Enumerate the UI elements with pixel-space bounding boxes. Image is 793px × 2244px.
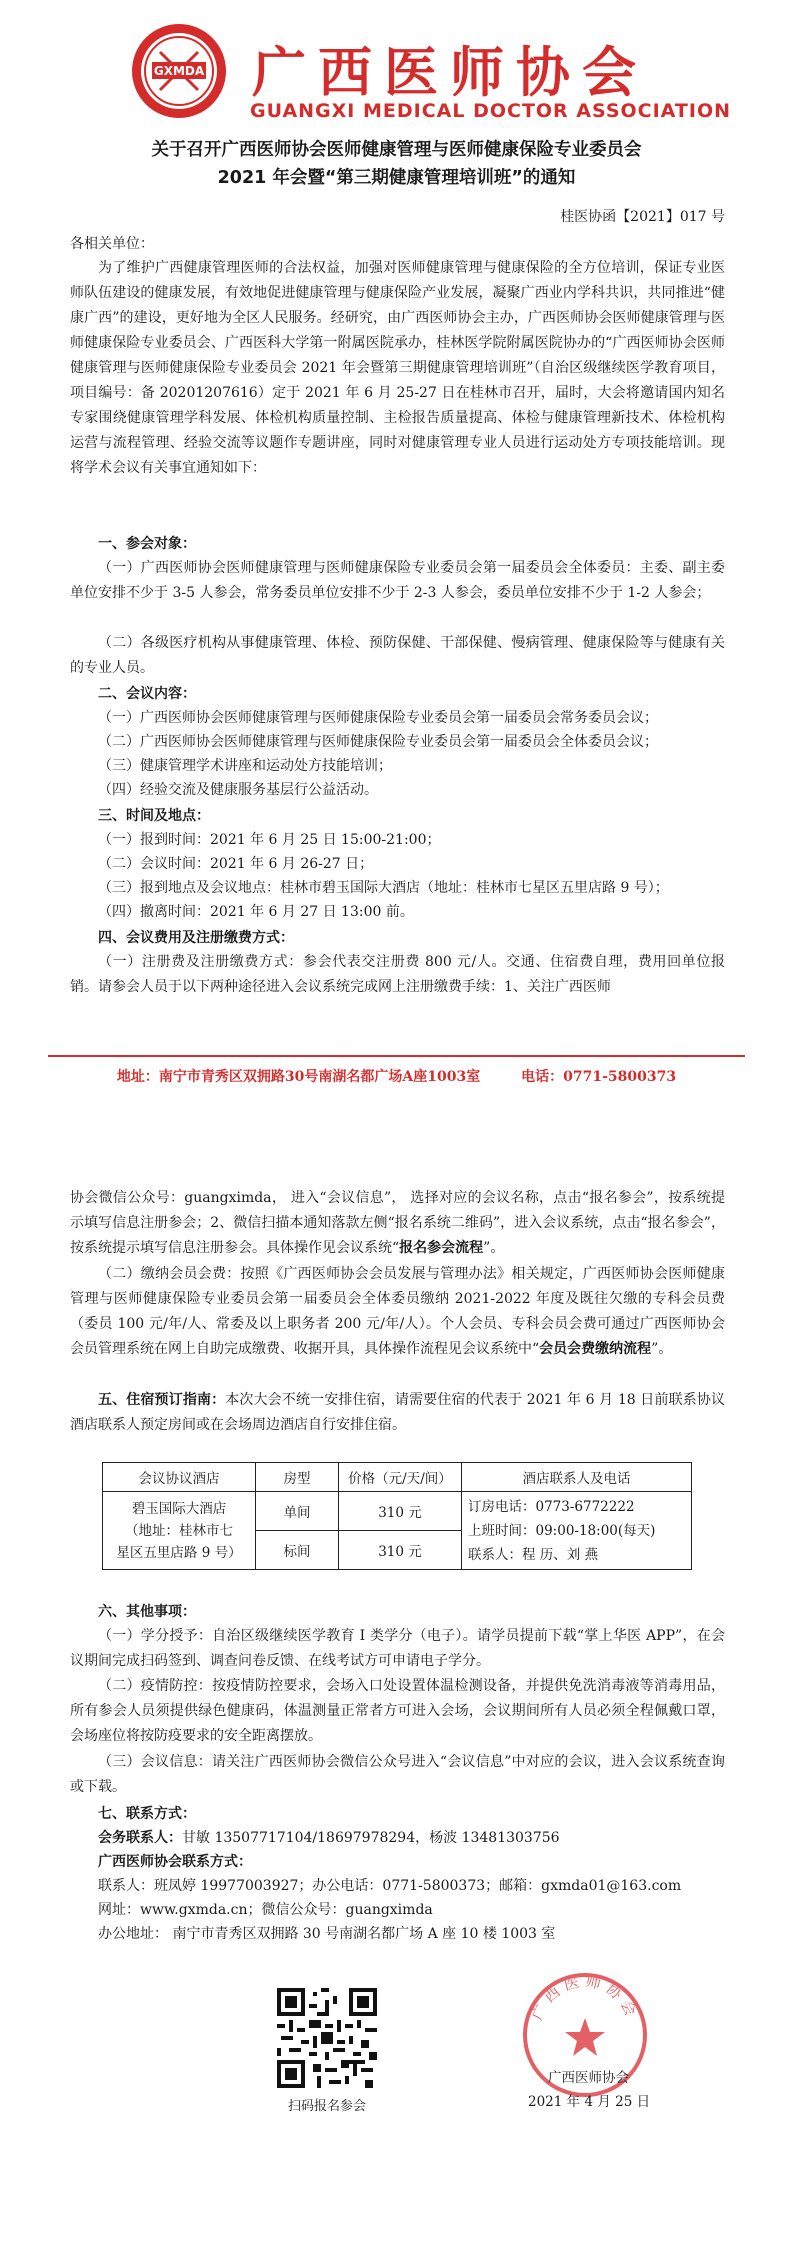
qr-caption: 扫码报名参会 (287, 2099, 366, 2114)
section-1-heading: 一、参会对象： (98, 536, 196, 552)
section-5-paragraph: 五、住宿预订指南：本次大会不统一安排住宿，请需要住宿的代表于 2021 年 6 月 18 日前联系协议酒店联系人预定房间或在会场周边酒店自行安排住宿。 (70, 1392, 725, 1433)
section-4-paragraph-1-continued: 协会微信公众号：guangximda， 进入“会议信息”， 选择对应的会议名称，点击“报名参会”，按系统提示填写信息注册参会；2、微信扫描本通知落款左侧“报名系统二维码”，进入会议系统，点击“报名参会”，按系统提示填写信息注册参会。具体操作见会议系统“报名参会流程”。 (70, 1190, 725, 1256)
section-2-item-1: （一）广西医师协会医师健康管理与医师健康保险专业委员会第一届委员会常务委员会议； (98, 710, 658, 726)
section-6-paragraph-1: （一）学分授予：自治区级继续医学教育 I 类学分（电子）。请学员提前下载“掌上华医 APP”，在会议期间完成扫码签到、调查问卷反馈、在线考试方可申请电子学分。 (70, 1628, 725, 1669)
footer-divider (48, 1055, 745, 1057)
notice-title-line-2: 2021 年会暨“第三期健康管理培训班”的通知 (217, 168, 576, 188)
footer-address: 地址：南宁市青秀区双拥路30号南湖名都广场A座1003室 (116, 1069, 481, 1085)
table-header-cell: 酒店联系人及电话 (462, 1463, 692, 1492)
letterhead (130, 22, 731, 122)
section-6-paragraph-3: （三）会议信息：请关注广西医师协会微信公众号进入“会议信息”中对应的会议，进入会议系统查询或下载。 (70, 1754, 725, 1795)
section-3-item-4: （四）撤离时间：2021 年 6 月 27 日 13:00 前。 (98, 904, 414, 920)
table-header-cell: 房型 (256, 1463, 339, 1492)
section-4-heading: 四、会议费用及注册缴费方式： (98, 930, 294, 946)
affairs-contact: 会务联系人：甘敏 13507717104/18697978294，杨波 13481303756 (98, 1830, 560, 1846)
website-info: 网址：www.gxmda.cn；微信公众号：guangximda (98, 1902, 433, 1918)
table-header-cell: 会议协议酒店 (103, 1463, 256, 1492)
registration-flow-label: 报名参会流程 (399, 1240, 484, 1256)
table-row (103, 1492, 692, 1531)
section-2-item-2: （二）广西医师协会医师健康管理与医师健康保险专业委员会第一届委员会全体委员会议； (98, 734, 658, 750)
room-type-cell: 单间 (256, 1492, 339, 1531)
logo-text: GXMDA (153, 64, 205, 78)
svg-text:广西医师协会: 广西医师协会 (528, 1971, 642, 2024)
section-3-item-1: （一）报到时间：2021 年 6 月 25 日 15:00-21:00； (98, 832, 441, 848)
notice-title-line-1: 关于召开广西医师协会医师健康管理与医师健康保险专业委员会 (151, 140, 642, 160)
fee-payment-flow-label: 会员会费缴纳流程 (539, 1341, 652, 1357)
section-2-item-3: （三）健康管理学术讲座和运动处方技能培训； (98, 758, 392, 774)
document-number: 桂医协函【2021】017 号 (560, 209, 725, 225)
section-1-paragraph-2: （二）各级医疗机构从事健康管理、体检、预防保健、干部保健、慢病管理、健康保险等与健康有关的专业人员。 (70, 635, 725, 676)
brand-name-en: GUANGXI MEDICAL DOCTOR ASSOCIATION (250, 100, 731, 122)
office-address: 办公地址： 南宁市青秀区双拥路 30 号南湖名都广场 A 座 10 楼 1003 室 (98, 1926, 556, 1942)
section-2-heading: 二、会议内容： (98, 686, 196, 702)
section-2-item-4: （四）经验交流及健康服务基层行公益活动。 (98, 782, 378, 798)
hotel-name-cell: 碧玉国际大酒店 （地址：桂林市七 星区五里店路 9 号） (103, 1492, 256, 1570)
room-type-cell: 标间 (256, 1531, 339, 1570)
section-1-paragraph-1: （一）广西医师协会医师健康管理与医师健康保险专业委员会第一届委员会全体委员：主委、副主委单位安排不少于 3-5 人参会，常务委员单位安排不少于 2-3 人参会，委员单位安排不少于 1-2 人参会； (70, 560, 725, 601)
footer-phone: 电话：0771-5800373 (521, 1069, 677, 1085)
section-7-heading: 七、联系方式： (98, 1806, 196, 1822)
association-contact: 联系人：班凤婷 19977003927；办公电话：0771-5800373；邮箱：gxmda01@163.com (98, 1878, 682, 1894)
letterhead-footer (48, 1066, 745, 1086)
hotel-table (102, 1462, 692, 1570)
association-contact-heading: 广西医师协会联系方式： (98, 1854, 252, 1870)
section-5-heading: 五、住宿预订指南： (98, 1392, 226, 1408)
section-3-item-3: （三）报到地点及会议地点：桂林市碧玉国际大酒店（地址：桂林市七星区五里店路 9 号）； (98, 880, 669, 896)
signature-organization: 广西医师协会 (548, 2070, 629, 2086)
salutation: 各相关单位： (70, 236, 154, 252)
intro-paragraph: 为了维护广西健康管理医师的合法权益，加强对医师健康管理与健康保险的全方位培训，保证专业医师队伍建设的健康发展，有效地促进健康管理与健康保险产业发展，凝聚广西业内学科共识，共同推进“健康广西”的建设，更好地为全区人民服务。经研究，由广西医师协会主办，广西医师协会医师健康管理与医师健康保险专业委员会、广西医科大学第一附属医院承办，桂林医学院附属医院协办的“广西医师协会医师健康管理与医师健康保险专业委员会 2021 年会暨第三期健康管理培训班”（自治区级继续医学教育项目，项目编号：备 20201207616）定于 2021 年 6 月 25-27 日在桂林市召开，届时，大会将邀请国内知名专家围绕健康管理学科发展、体检机构质量控制、主检报告质量提高、体检与健康管理新技术、体检机构运营与流程管理、经验交流等议题作专题讲座，同时对健康管理专业人员进行运动处方专项技能培训。现将学术会议有关事宜通知如下： (70, 260, 725, 476)
signature-date: 2021 年 4 月 25 日 (528, 2094, 651, 2110)
table-header-row (103, 1463, 692, 1492)
hotel-contact-cell: 订房电话：0773-6772222 上班时间：09:00-18:00(每天) 联系人：程 历、刘 燕 (462, 1492, 692, 1570)
section-6-paragraph-2: （二）疫情防控：按疫情防控要求，会场入口处设置体温检测设备，并提供免洗消毒液等消毒用品，所有参会人员须提供绿色健康码，体温测量正常者方可进入会场，会议期间所有人员必须全程佩戴口罩，会场座位将按防疫要求的安全距离摆放。 (70, 1678, 725, 1744)
section-4-paragraph-1-start: （一）注册费及注册缴费方式：参会代表交注册费 800 元/人。交通、住宿费自理，费用回单位报销。请参会人员于以下两种途径进入会议系统完成网上注册缴费手续：1、关注广西医师 (70, 954, 725, 995)
room-price-cell: 310 元 (339, 1531, 462, 1570)
brand-name-cn: 广西医师协会 (252, 40, 648, 104)
qr-code-icon[interactable] (277, 1988, 377, 2088)
section-4-paragraph-2: （二）缴纳会员会费：按照《广西医师协会会员发展与管理办法》相关规定，广西医师协会医师健康管理与医师健康保险专业委员会第一届委员会全体委员缴纳 2021-2022 年度及既往欠缴的专科会员费（委员 100 元/年/人、常委及以上职务者 200 元/年/人）。个人会员、专科会员会费可通过广西医师协会会员管理系统在网上自助完成缴费、收据开具，具体操作流程见会议系统中“会员会费缴纳流程”。 (70, 1266, 725, 1357)
section-3-heading: 三、时间及地点： (98, 808, 210, 824)
table-header-cell: 价格（元/天/间） (339, 1463, 462, 1492)
room-price-cell: 310 元 (339, 1492, 462, 1531)
section-6-heading: 六、其他事项： (98, 1604, 196, 1620)
section-3-item-2: （二）会议时间：2021 年 6 月 26-27 日； (98, 856, 374, 872)
association-logo-icon (130, 22, 228, 120)
